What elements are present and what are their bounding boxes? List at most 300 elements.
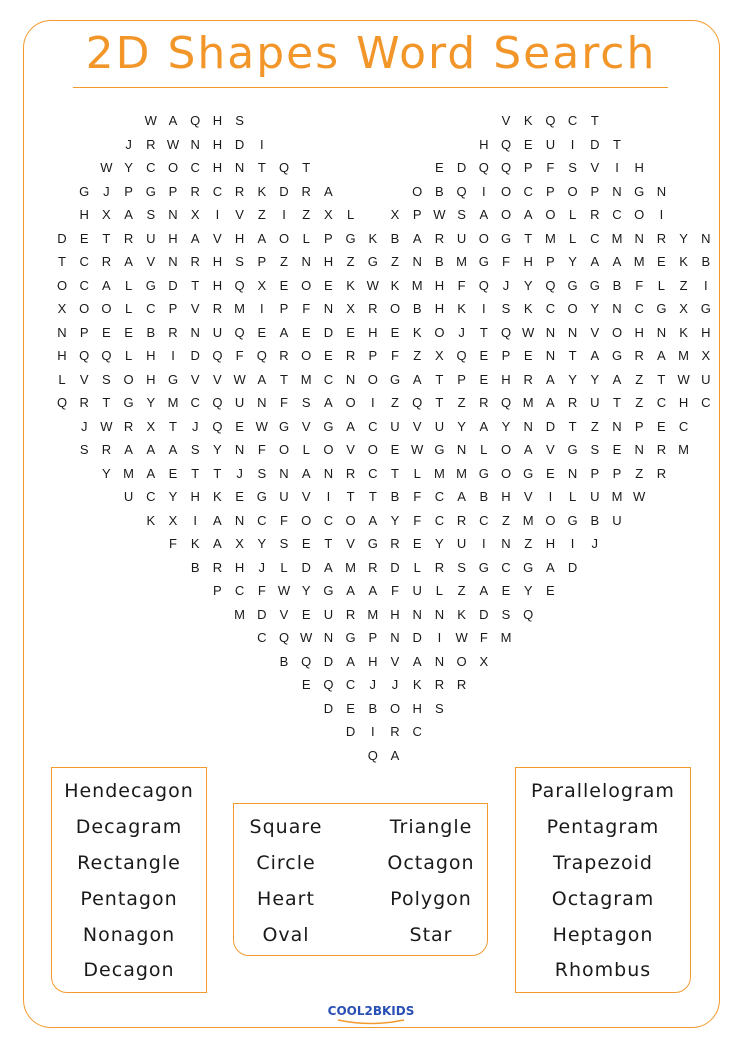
grid-letter: E bbox=[257, 324, 267, 340]
grid-letter: R bbox=[79, 395, 89, 410]
grid-letter: F bbox=[391, 348, 399, 363]
grid-letter: G bbox=[434, 442, 445, 457]
grid-letter: D bbox=[412, 630, 422, 645]
grid-letter: Q bbox=[234, 324, 245, 340]
grid-letter: U bbox=[545, 136, 556, 152]
grid-letter: L bbox=[480, 442, 488, 457]
grid-letter: Y bbox=[568, 254, 577, 269]
grid-letter: O bbox=[367, 371, 378, 387]
grid-letter: C bbox=[79, 277, 89, 293]
grid-letter: W bbox=[100, 418, 113, 434]
grid-letter: A bbox=[124, 254, 133, 269]
grid-letter: E bbox=[346, 700, 355, 716]
grid-letter: E bbox=[301, 677, 311, 692]
grid-letter: U bbox=[212, 324, 223, 340]
grid-letter: Q bbox=[101, 348, 112, 363]
grid-letter: F bbox=[457, 277, 466, 293]
grid-letter: J bbox=[258, 559, 266, 575]
grid-letter: P bbox=[457, 371, 466, 387]
word-star: Star bbox=[409, 924, 453, 946]
grid-letter: C bbox=[412, 724, 422, 739]
grid-letter: D bbox=[190, 348, 200, 363]
grid-letter: O bbox=[345, 395, 356, 410]
grid-letter: N bbox=[612, 418, 622, 434]
grid-letter: O bbox=[545, 512, 556, 528]
grid-letter: C bbox=[257, 630, 267, 645]
grid-letter: O bbox=[56, 277, 68, 293]
grid-letter: O bbox=[367, 442, 378, 457]
grid-letter: U bbox=[590, 489, 600, 504]
grid-letter: T bbox=[58, 254, 66, 269]
grid-letter: O bbox=[301, 348, 312, 363]
grid-letter: T bbox=[191, 465, 200, 481]
grid-letter: M bbox=[411, 277, 423, 293]
grid-letter: Z bbox=[590, 418, 599, 434]
grid-letter: T bbox=[435, 371, 444, 387]
grid-letter: S bbox=[235, 113, 244, 128]
grid-letter: P bbox=[590, 183, 600, 199]
grid-letter: N bbox=[434, 606, 445, 622]
grid-letter: H bbox=[701, 324, 711, 340]
grid-letter: E bbox=[235, 418, 244, 434]
grid-letter: M bbox=[456, 465, 468, 481]
word-oval: Oval bbox=[262, 924, 310, 946]
grid-letter: G bbox=[478, 465, 489, 481]
grid-letter: H bbox=[634, 324, 644, 340]
grid-letter: X bbox=[346, 301, 355, 316]
grid-letter: M bbox=[433, 465, 445, 481]
grid-letter: C bbox=[190, 160, 200, 175]
grid-letter: P bbox=[124, 183, 133, 199]
grid-letter: B bbox=[390, 489, 400, 504]
grid-letter: T bbox=[280, 371, 288, 387]
grid-letter: G bbox=[611, 348, 623, 363]
grid-letter: C bbox=[345, 677, 356, 692]
grid-letter: N bbox=[279, 465, 289, 481]
grid-letter: A bbox=[146, 465, 156, 481]
grid-letter: M bbox=[500, 630, 512, 645]
grid-letter: K bbox=[523, 301, 533, 316]
grid-letter: O bbox=[567, 183, 578, 199]
grid-letter: M bbox=[522, 395, 534, 410]
grid-letter: O bbox=[278, 230, 290, 246]
grid-letter: A bbox=[124, 442, 133, 457]
grid-letter: O bbox=[611, 324, 623, 340]
grid-letter: R bbox=[212, 559, 223, 575]
word-heart: Heart bbox=[257, 888, 315, 910]
grid-letter: O bbox=[567, 301, 578, 316]
grid-letter: S bbox=[102, 371, 111, 387]
grid-letter: C bbox=[257, 512, 267, 528]
grid-letter: U bbox=[701, 371, 711, 387]
grid-letter: G bbox=[523, 559, 534, 575]
grid-letter: N bbox=[57, 324, 67, 340]
grid-letter: V bbox=[301, 489, 311, 504]
grid-letter: V bbox=[190, 371, 200, 387]
grid-letter: T bbox=[568, 418, 577, 434]
grid-letter: T bbox=[302, 160, 311, 175]
grid-letter: G bbox=[589, 277, 600, 293]
grid-letter: H bbox=[234, 559, 245, 575]
grid-letter: G bbox=[345, 630, 356, 645]
grid-letter: L bbox=[657, 277, 665, 293]
grid-letter: Q bbox=[456, 348, 467, 363]
grid-letter: K bbox=[679, 324, 688, 340]
grid-letter: A bbox=[590, 348, 600, 363]
grid-letter: Z bbox=[635, 395, 644, 410]
grid-letter: J bbox=[502, 277, 510, 293]
word-polygon: Polygon bbox=[390, 888, 472, 910]
grid-letter: R bbox=[345, 465, 356, 481]
grid-letter: Y bbox=[213, 442, 222, 457]
grid-letter: C bbox=[479, 512, 489, 528]
grid-letter: G bbox=[323, 583, 334, 598]
grid-letter: O bbox=[434, 324, 445, 340]
grid-letter: R bbox=[456, 512, 467, 528]
grid-letter: H bbox=[434, 301, 445, 316]
grid-letter: G bbox=[567, 442, 578, 457]
grid-letter: O bbox=[545, 207, 556, 222]
grid-letter: Q bbox=[190, 113, 201, 128]
grid-letter: A bbox=[346, 653, 355, 669]
grid-letter: L bbox=[413, 559, 421, 575]
grid-letter: A bbox=[324, 395, 333, 410]
grid-letter: R bbox=[567, 395, 578, 410]
grid-letter: B bbox=[412, 301, 422, 316]
grid-letter: V bbox=[390, 653, 400, 669]
grid-letter: G bbox=[478, 254, 489, 269]
grid-letter: O bbox=[412, 183, 423, 199]
grid-letter: R bbox=[168, 324, 178, 340]
grid-letter: H bbox=[479, 136, 489, 152]
grid-letter: R bbox=[368, 301, 378, 316]
grid-letter: E bbox=[324, 277, 333, 293]
grid-letter: W bbox=[522, 324, 535, 340]
grid-letter: Q bbox=[478, 277, 489, 293]
grid-letter: I bbox=[481, 183, 486, 199]
grid-letter: R bbox=[434, 559, 445, 575]
grid-letter: I bbox=[615, 160, 619, 175]
grid-letter: S bbox=[190, 442, 200, 457]
grid-letter: S bbox=[568, 160, 577, 175]
grid-letter: Z bbox=[457, 583, 466, 598]
grid-letter: X bbox=[235, 536, 244, 551]
grid-letter: V bbox=[346, 536, 355, 551]
grid-letter: R bbox=[390, 536, 400, 551]
grid-letter: Q bbox=[500, 136, 512, 152]
grid-letter: A bbox=[412, 653, 422, 669]
grid-letter: S bbox=[146, 207, 156, 222]
grid-letter: M bbox=[611, 230, 623, 246]
grid-letter: P bbox=[546, 183, 555, 199]
grid-letter: W bbox=[144, 113, 157, 128]
grid-letter: R bbox=[123, 418, 134, 434]
grid-letter: N bbox=[634, 230, 644, 246]
grid-letter: F bbox=[635, 277, 644, 293]
grid-letter: A bbox=[479, 583, 489, 598]
grid-letter: Z bbox=[391, 254, 399, 269]
grid-letter: L bbox=[568, 230, 577, 246]
grid-letter: I bbox=[215, 207, 220, 222]
grid-letter: N bbox=[412, 606, 422, 622]
grid-letter: V bbox=[590, 324, 600, 340]
grid-letter: A bbox=[279, 324, 289, 340]
grid-letter: E bbox=[546, 583, 555, 598]
grid-letter: D bbox=[301, 559, 311, 575]
grid-letter: C bbox=[323, 371, 334, 387]
grid-letter: E bbox=[301, 536, 311, 551]
grid-letter: H bbox=[146, 371, 156, 387]
grid-letter: E bbox=[501, 583, 511, 598]
grid-letter: Y bbox=[435, 536, 444, 551]
grid-letter: L bbox=[568, 489, 577, 504]
grid-letter: A bbox=[612, 371, 622, 387]
grid-letter: L bbox=[124, 301, 133, 316]
logo-text: COOL2BKIDS bbox=[327, 1004, 415, 1018]
grid-letter: O bbox=[456, 653, 467, 669]
grid-letter: H bbox=[212, 136, 223, 152]
grid-letter: N bbox=[656, 183, 667, 199]
grid-letter: A bbox=[324, 183, 333, 199]
grid-letter: U bbox=[323, 606, 334, 622]
grid-letter: B bbox=[190, 559, 200, 575]
grid-letter: O bbox=[301, 512, 312, 528]
grid-letter: U bbox=[123, 489, 134, 504]
word-decagram: Decagram bbox=[75, 816, 183, 838]
grid-letter: Y bbox=[590, 371, 600, 387]
grid-letter: M bbox=[456, 254, 468, 269]
grid-letter: S bbox=[501, 606, 511, 622]
grid-letter: T bbox=[479, 324, 488, 340]
grid-letter: C bbox=[701, 395, 711, 410]
word-triangle: Triangle bbox=[389, 816, 473, 838]
grid-letter: S bbox=[279, 536, 289, 551]
word-pentagram: Pentagram bbox=[546, 816, 660, 838]
grid-letter: I bbox=[659, 207, 664, 222]
grid-letter: U bbox=[146, 230, 156, 246]
grid-letter: V bbox=[546, 442, 555, 457]
grid-letter: G bbox=[167, 371, 179, 387]
grid-letter: U bbox=[412, 583, 422, 598]
word-heptagon: Heptagon bbox=[552, 924, 654, 946]
grid-letter: F bbox=[169, 536, 177, 551]
grid-letter: C bbox=[634, 301, 644, 316]
grid-letter: E bbox=[79, 230, 89, 246]
grid-letter: V bbox=[213, 230, 222, 246]
grid-letter: Y bbox=[523, 583, 533, 598]
grid-letter: C bbox=[190, 395, 200, 410]
grid-letter: M bbox=[300, 371, 312, 387]
grid-letter: A bbox=[590, 254, 600, 269]
grid-letter: E bbox=[301, 324, 311, 340]
grid-letter: H bbox=[146, 348, 156, 363]
grid-letter: J bbox=[391, 677, 399, 692]
grid-letter: U bbox=[612, 512, 622, 528]
grid-letter: P bbox=[213, 583, 222, 598]
grid-letter: A bbox=[168, 442, 178, 457]
grid-letter: K bbox=[146, 512, 156, 528]
grid-letter: W bbox=[411, 442, 424, 457]
grid-letter: R bbox=[456, 677, 467, 692]
grid-letter: R bbox=[190, 254, 200, 269]
grid-letter: G bbox=[123, 395, 134, 410]
grid-letter: O bbox=[323, 442, 334, 457]
grid-letter: Q bbox=[367, 747, 378, 763]
grid-letter: D bbox=[345, 724, 356, 739]
grid-letter: R bbox=[101, 254, 112, 269]
grid-letter: O bbox=[345, 512, 356, 528]
grid-letter: L bbox=[568, 207, 577, 222]
grid-letter: N bbox=[345, 371, 356, 387]
grid-letter: H bbox=[323, 254, 334, 269]
grid-letter: C bbox=[678, 418, 689, 434]
grid-letter: E bbox=[324, 348, 333, 363]
grid-letter: J bbox=[191, 418, 199, 434]
grid-letter: O bbox=[167, 160, 179, 175]
grid-letter: J bbox=[369, 677, 377, 692]
grid-letter: G bbox=[500, 230, 512, 246]
grid-letter: A bbox=[612, 254, 622, 269]
grid-letter: A bbox=[546, 559, 555, 575]
grid-letter: Y bbox=[501, 418, 511, 434]
grid-letter: M bbox=[611, 489, 623, 504]
grid-letter: X bbox=[102, 207, 111, 222]
grid-letter: X bbox=[324, 207, 333, 222]
grid-letter: G bbox=[700, 301, 711, 316]
grid-letter: N bbox=[567, 465, 578, 481]
grid-letter: Q bbox=[256, 348, 267, 363]
grid-letter: G bbox=[256, 489, 267, 504]
grid-letter: A bbox=[657, 348, 666, 363]
grid-letter: V bbox=[590, 160, 600, 175]
grid-letter: N bbox=[257, 395, 267, 410]
grid-letter: A bbox=[368, 512, 378, 528]
grid-letter: H bbox=[190, 489, 200, 504]
grid-letter: K bbox=[257, 183, 267, 199]
grid-letter: O bbox=[301, 277, 312, 293]
grid-letter: N bbox=[190, 324, 200, 340]
grid-letter: O bbox=[500, 207, 512, 222]
grid-letter: V bbox=[501, 113, 511, 128]
grid-letter: R bbox=[656, 465, 667, 481]
grid-letter: Y bbox=[457, 418, 466, 434]
grid-letter: B bbox=[146, 324, 156, 340]
grid-letter: B bbox=[701, 254, 711, 269]
grid-letter: J bbox=[125, 136, 132, 152]
word-rhombus: Rhombus bbox=[554, 959, 652, 981]
grid-letter: T bbox=[346, 489, 355, 504]
grid-letter: J bbox=[103, 183, 110, 199]
grid-letter: K bbox=[523, 113, 533, 128]
grid-letter: Z bbox=[413, 348, 422, 363]
grid-letter: J bbox=[80, 418, 88, 434]
grid-letter: W bbox=[633, 489, 646, 504]
grid-letter: E bbox=[523, 136, 533, 152]
grid-letter: F bbox=[280, 395, 288, 410]
grid-letter: H bbox=[501, 371, 511, 387]
grid-letter: A bbox=[346, 583, 355, 598]
grid-letter: C bbox=[234, 583, 245, 598]
grid-letter: D bbox=[567, 559, 578, 575]
grid-letter: S bbox=[501, 301, 511, 316]
grid-letter: G bbox=[389, 371, 401, 387]
grid-letter: I bbox=[703, 277, 708, 293]
grid-letter: T bbox=[568, 348, 577, 363]
grid-letter: A bbox=[213, 536, 222, 551]
grid-letter: Q bbox=[234, 277, 245, 293]
grid-letter: N bbox=[168, 207, 178, 222]
grid-letter: Q bbox=[545, 277, 556, 293]
grid-letter: C bbox=[545, 301, 556, 316]
grid-letter: Q bbox=[478, 160, 489, 175]
grid-letter: T bbox=[213, 465, 222, 481]
grid-letter: D bbox=[57, 230, 67, 246]
grid-letter: H bbox=[234, 230, 245, 246]
grid-letter: V bbox=[235, 207, 244, 222]
grid-letter: I bbox=[171, 348, 175, 363]
grid-letter: V bbox=[301, 418, 311, 434]
grid-letter: S bbox=[79, 442, 89, 457]
grid-letter: I bbox=[570, 536, 575, 551]
grid-letter: N bbox=[634, 442, 644, 457]
grid-letter: M bbox=[678, 442, 690, 457]
grid-letter: K bbox=[457, 606, 466, 622]
grid-letter: O bbox=[500, 183, 512, 199]
grid-letter: H bbox=[168, 230, 178, 246]
grid-letter: L bbox=[435, 583, 443, 598]
grid-letter: K bbox=[679, 254, 688, 269]
grid-letter: Q bbox=[523, 606, 534, 622]
grid-letter: E bbox=[657, 254, 666, 269]
grid-letter: K bbox=[412, 677, 422, 692]
word-hendecagon: Hendecagon bbox=[64, 780, 194, 802]
grid-letter: L bbox=[124, 277, 133, 293]
grid-letter: L bbox=[346, 207, 355, 222]
grid-letter: L bbox=[302, 442, 310, 457]
grid-letter: Q bbox=[500, 324, 512, 340]
grid-letter: E bbox=[479, 371, 489, 387]
grid-letter: Z bbox=[524, 536, 533, 551]
grid-letter: Y bbox=[568, 371, 577, 387]
grid-letter: U bbox=[456, 536, 467, 551]
grid-letter: G bbox=[478, 559, 489, 575]
grid-letter: V bbox=[412, 418, 422, 434]
grid-letter: Y bbox=[168, 489, 178, 504]
grid-letter: E bbox=[412, 536, 422, 551]
grid-letter: T bbox=[368, 489, 377, 504]
grid-letter: Z bbox=[280, 254, 288, 269]
grid-letter: D bbox=[257, 606, 267, 622]
grid-letter: O bbox=[389, 301, 401, 316]
grid-letter: V bbox=[346, 442, 355, 457]
grid-letter: D bbox=[479, 606, 489, 622]
grid-letter: E bbox=[124, 324, 133, 340]
grid-letter: A bbox=[368, 583, 378, 598]
grid-letter: F bbox=[257, 583, 266, 598]
grid-letter: W bbox=[300, 630, 313, 645]
grid-letter: A bbox=[324, 559, 333, 575]
grid-letter: Z bbox=[635, 371, 644, 387]
grid-letter: N bbox=[234, 442, 245, 457]
grid-letter: N bbox=[523, 418, 533, 434]
grid-letter: R bbox=[656, 442, 667, 457]
grid-letter: N bbox=[545, 348, 556, 363]
grid-letter: P bbox=[412, 207, 422, 222]
grid-letter: I bbox=[370, 395, 375, 410]
grid-letter: E bbox=[612, 442, 622, 457]
grid-letter: G bbox=[145, 277, 156, 293]
grid-letter: S bbox=[435, 700, 444, 716]
